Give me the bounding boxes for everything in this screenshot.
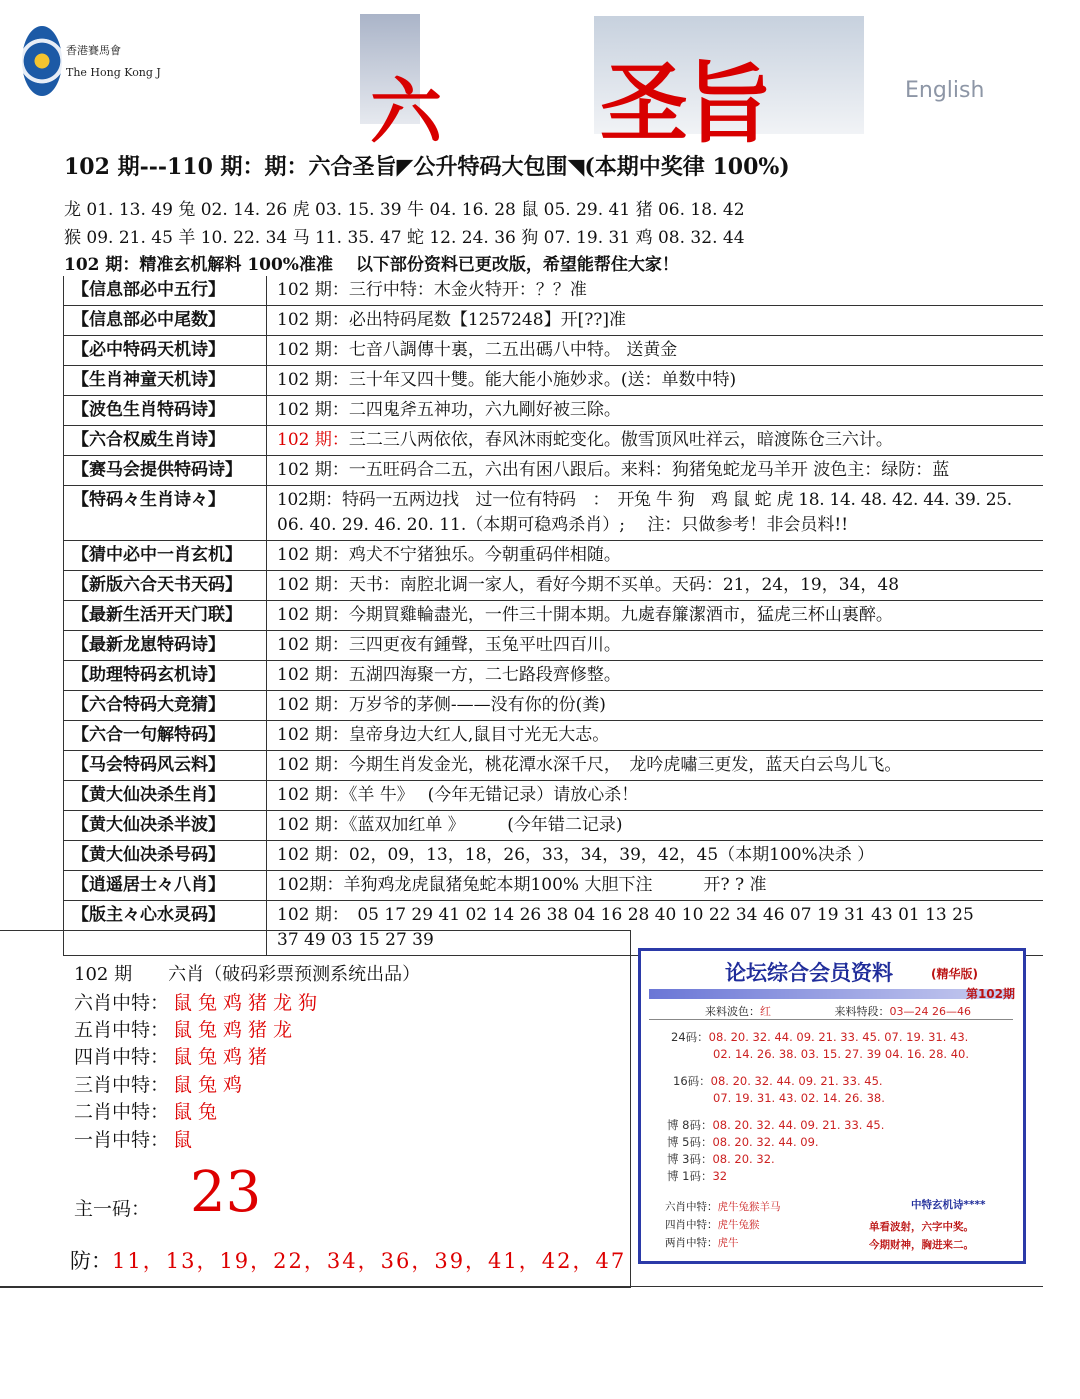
meta-color-value: 红 — [760, 1005, 771, 1018]
row-value: 102 期：七音八調傳十裏，二五出碼八中特。 送黄金 — [267, 336, 1044, 366]
row-value-text: 三二三八两依依，春风沐雨蛇变化。傲雪顶风吐祥云，暗渡陈仓三六计。 — [348, 430, 893, 450]
code-numbers: 02. 14. 26. 38. 03. 15. 27. 39 04. 16. 28. 40. — [713, 1047, 970, 1061]
table-row — [64, 396, 1044, 426]
prediction-title: 102 期 六肖（破码彩票预测系统出品） — [74, 964, 421, 985]
row-label: 【黄大仙决杀半波】 — [64, 811, 267, 841]
prediction-row — [74, 1097, 223, 1124]
row-label: 【六合特码大竞猜】 — [64, 691, 267, 721]
row-label: 【马会特码风云料】 — [64, 751, 267, 781]
intro-line: 102 期：精准玄机解料 100%准准 以下部份资料已更改版，希望能帮住大家！ — [64, 255, 679, 275]
forum-member-panel — [638, 948, 1026, 1264]
panel-divider — [649, 1019, 1013, 1020]
table-row — [64, 571, 1044, 601]
code-numbers: 07. 19. 31. 43. 02. 14. 26. 38. — [713, 1091, 885, 1105]
poem-line-1: 单看波射，六字中奖。 — [869, 1221, 974, 1233]
meta-range-value: 03—24 26—46 — [889, 1005, 971, 1018]
row-value: 102 期：二四鬼斧五神功，六九剛好被三除。 — [267, 396, 1044, 426]
code-label: 博 1码： — [667, 1169, 713, 1183]
divider — [0, 1286, 1043, 1287]
row-label: 【信息部必中五行】 — [64, 276, 267, 306]
table-row — [64, 366, 1044, 396]
meta-range-label: 来料特段： — [834, 1005, 890, 1018]
prediction-label: 六肖中特： — [74, 992, 170, 1014]
row-value: 102 期：天书：南腔北调一家人，看好今期不买单。天码：21，24，19，34，48 — [267, 571, 1044, 601]
table-row — [64, 811, 1044, 841]
zodiac-line-2: 猴 09. 21. 45 羊 10. 22. 34 马 11. 35. 47 蛇 12. 24. 36 狗 07. 19. 31 鸡 08. 32. 44 — [64, 228, 745, 248]
row-value: 102 期：《蓝双加红单 》 (今年错二记录) — [267, 811, 1044, 841]
table-row — [64, 601, 1044, 631]
row-label: 【必中特码天机诗】 — [64, 336, 267, 366]
row-label: 【黄大仙决杀号码】 — [64, 841, 267, 871]
guard-numbers — [70, 1245, 626, 1275]
row-value: 102 期：三十年又四十雙。能大能小施妙求。(送：单数中特) — [267, 366, 1044, 396]
row-value: 102 期：今期生肖发金光，桃花潭水深千尺， 龙吟虎嘯三更发，蓝天白云鸟儿飞。 — [267, 751, 1044, 781]
row-label: 【最新龙崽特码诗】 — [64, 631, 267, 661]
prediction-value: 鼠兔鸡猪 — [173, 1046, 274, 1068]
code-numbers: 08. 20. 32. 44. 09. 21. 33. 45. 07. 19. 31. 43. — [708, 1030, 969, 1044]
row-value: 102 期：必出特码尾数【1257248】开[??]准 — [267, 306, 1044, 336]
poem-title: 中特玄机诗**** — [911, 1199, 986, 1211]
zodiac-line-1: 龙 01. 13. 49 兔 02. 14. 26 虎 03. 15. 39 牛 04. 16. 28 鼠 05. 29. 41 猪 06. 18. 42 — [64, 200, 745, 220]
prediction-value: 鼠 — [173, 1129, 199, 1151]
table-row — [64, 426, 1044, 456]
code-row — [667, 1168, 727, 1184]
table-row — [64, 781, 1044, 811]
banner-calligraphy-1: 六 — [370, 69, 443, 154]
code-numbers: 32 — [712, 1169, 728, 1183]
meta-color-label: 来料波色： — [705, 1005, 760, 1018]
row-value — [267, 426, 1044, 456]
row-label: 【逍遥居士々八肖】 — [64, 871, 267, 901]
prediction-label: 一肖中特： — [74, 1129, 170, 1151]
code-label: 博 5码： — [667, 1135, 713, 1149]
row-value: 102 期：《羊 牛》 (今年无错记录）请放心杀！ — [267, 781, 1044, 811]
table-row — [64, 486, 1044, 541]
prediction-value: 鼠兔鸡猪龙狗 — [173, 992, 324, 1014]
row-label: 【六合一句解特码】 — [64, 721, 267, 751]
table-row — [64, 691, 1044, 721]
prediction-row — [74, 1042, 273, 1069]
panel-tag: (精华版) — [931, 967, 978, 981]
poem-line-2: 今期财神，胸进来二。 — [869, 1239, 974, 1251]
row-label: 【六合权威生肖诗】 — [64, 426, 267, 456]
table-row — [64, 541, 1044, 571]
code-row — [673, 1073, 883, 1089]
row-value: 102 期：02，09，13，18，26，33，34，39，42，45（本期100%决杀 ） — [267, 841, 1044, 871]
table-row — [64, 841, 1044, 871]
code-row — [667, 1151, 775, 1167]
prediction-row — [74, 1125, 198, 1152]
code-label: 16码： — [673, 1074, 711, 1088]
row-value-line-2: 37 49 03 15 27 39 — [277, 930, 434, 950]
row-value: 102 期：一五旺码合二五，六出有困八跟后。来料：狗猪兔蛇龙马羊开 波色主：绿防：蓝 — [267, 456, 1044, 486]
row-value: 102 期：鸡犬不宁猪独乐。今朝重码伴相随。 — [267, 541, 1044, 571]
row-label: 【最新生活开天门联】 — [64, 601, 267, 631]
main-number: 23 — [190, 1160, 262, 1225]
foot-label: 两肖中特： — [665, 1237, 718, 1249]
main-number-label: 主一码： — [74, 1198, 151, 1220]
row-value: 102 期：皇帝身边大红人,鼠目寸光无大志。 — [267, 721, 1044, 751]
table-row — [64, 276, 1044, 306]
row-label: 【特码々生肖诗々】 — [64, 486, 267, 541]
foot-value: 虎牛兔猴羊马 — [717, 1201, 781, 1213]
prediction-value: 鼠兔鸡猪龙 — [173, 1019, 299, 1041]
table-row — [64, 456, 1044, 486]
table-row — [64, 336, 1044, 366]
foot-row — [665, 1235, 739, 1250]
row-label: 【波色生肖特码诗】 — [64, 396, 267, 426]
row-value-line-1: 102 期： 05 17 29 41 02 14 26 38 04 16 28 40 10 22 34 46 07 19 31 43 01 13 25 — [277, 905, 974, 925]
code-numbers: 08. 20. 32. — [712, 1152, 775, 1166]
row-label: 【生肖神童天机诗】 — [64, 366, 267, 396]
prediction-row — [74, 988, 323, 1015]
code-row — [671, 1029, 968, 1045]
code-label: 24码： — [671, 1030, 709, 1044]
foot-value: 虎牛 — [717, 1237, 739, 1249]
hkjc-logo — [22, 26, 62, 96]
row-value: 102 期：五湖四海聚一方，二七路段齊修整。 — [267, 661, 1044, 691]
foot-label: 六肖中特： — [665, 1201, 718, 1213]
prediction-label: 五肖中特： — [74, 1019, 170, 1041]
panel-meta — [705, 1003, 971, 1019]
logo-text — [66, 40, 161, 84]
table-row — [64, 721, 1044, 751]
table-row — [64, 751, 1044, 781]
panel-title: 论坛综合会员资料 — [725, 961, 893, 985]
prediction-label: 四肖中特： — [74, 1046, 170, 1068]
row-value: 102 期：三四更夜有鍾聲，玉兔平吐四百川。 — [267, 631, 1044, 661]
guard-label: 防： — [70, 1249, 112, 1273]
prediction-label: 三肖中特： — [74, 1074, 170, 1096]
row-value: 102期：羊狗鸡龙虎鼠猪兔蛇本期100% 大胆下注 开? ? 准 — [267, 871, 1044, 901]
prediction-value: 鼠兔鸡 — [173, 1074, 249, 1096]
row-value: 102 期：万岁爷的茅侧-——没有你的份(粪) — [267, 691, 1044, 721]
row-label: 【赛马会提供特码诗】 — [64, 456, 267, 486]
table-row — [64, 871, 1044, 901]
headline: 102 期---110 期：期：六合圣旨◤公升特码大包围◥(本期中奖律 100%) — [64, 154, 790, 180]
code-row — [667, 1134, 819, 1150]
code-row — [713, 1091, 885, 1105]
table-row — [64, 631, 1044, 661]
row-label: 【新版六合天书天码】 — [64, 571, 267, 601]
row-label: 【版主々心水灵码】 — [64, 901, 267, 956]
row-value: 102 期：今期買雞輪盡光，一件三十開本期。九處春簾潔酒市，猛虎三杯山裏醉。 — [267, 601, 1044, 631]
row-label: 【助理特码玄机诗】 — [64, 661, 267, 691]
english-link[interactable]: English — [905, 78, 985, 103]
logo-text-english: The Hong Kong J — [66, 66, 161, 79]
code-label: 博 3码： — [667, 1152, 713, 1166]
code-row — [713, 1047, 969, 1061]
row-label: 【猜中必中一肖玄机】 — [64, 541, 267, 571]
row-value — [267, 486, 1044, 541]
title-banner — [360, 14, 865, 155]
guard-values: 11，13，19，22，34，36，39，41，42，47 — [112, 1249, 627, 1273]
row-value-line-1: 102期：特码一五两边找 过一位有特码 ： 开兔 牛 狗 鸡 鼠 蛇 虎 18. 14. 48. 42. 44. 39. 25. — [277, 490, 1012, 510]
code-numbers: 08. 20. 32. 44. 09. — [712, 1135, 819, 1149]
row-value-line-2: 06. 40. 29. 46. 20. 11.（本期可稳鸡杀肖）; 注：只做参考！非会员料!! — [277, 515, 849, 535]
banner-calligraphy-2: 圣旨 — [600, 51, 769, 155]
prediction-label: 二肖中特： — [74, 1101, 170, 1123]
code-label: 博 8码： — [667, 1118, 713, 1132]
panel-bar — [649, 989, 1013, 999]
table-row — [64, 306, 1044, 336]
row-value: 102 期：三行中特：木金火特开：？？准 — [267, 276, 1044, 306]
code-row — [667, 1117, 884, 1133]
row-label: 【信息部必中尾数】 — [64, 306, 267, 336]
prediction-value: 鼠兔 — [173, 1101, 224, 1123]
foot-value: 虎牛兔猴 — [717, 1219, 760, 1231]
foot-label: 四肖中特： — [665, 1219, 718, 1231]
logo-text-chinese: 香港賽馬會 — [66, 44, 121, 57]
code-numbers: 08. 20. 32. 44. 09. 21. 33. 45. — [710, 1074, 883, 1088]
table-row — [64, 661, 1044, 691]
tips-table — [63, 276, 1043, 956]
row-label: 【黄大仙决杀生肖】 — [64, 781, 267, 811]
foot-row — [665, 1199, 781, 1214]
panel-issue: 第102期 — [965, 987, 1015, 1001]
foot-row — [665, 1217, 760, 1232]
prediction-row — [74, 1070, 248, 1097]
prediction-row — [74, 1015, 298, 1042]
issue-prefix: 102 期： — [277, 430, 349, 450]
code-numbers: 08. 20. 32. 44. 09. 21. 33. 45. — [712, 1118, 885, 1132]
